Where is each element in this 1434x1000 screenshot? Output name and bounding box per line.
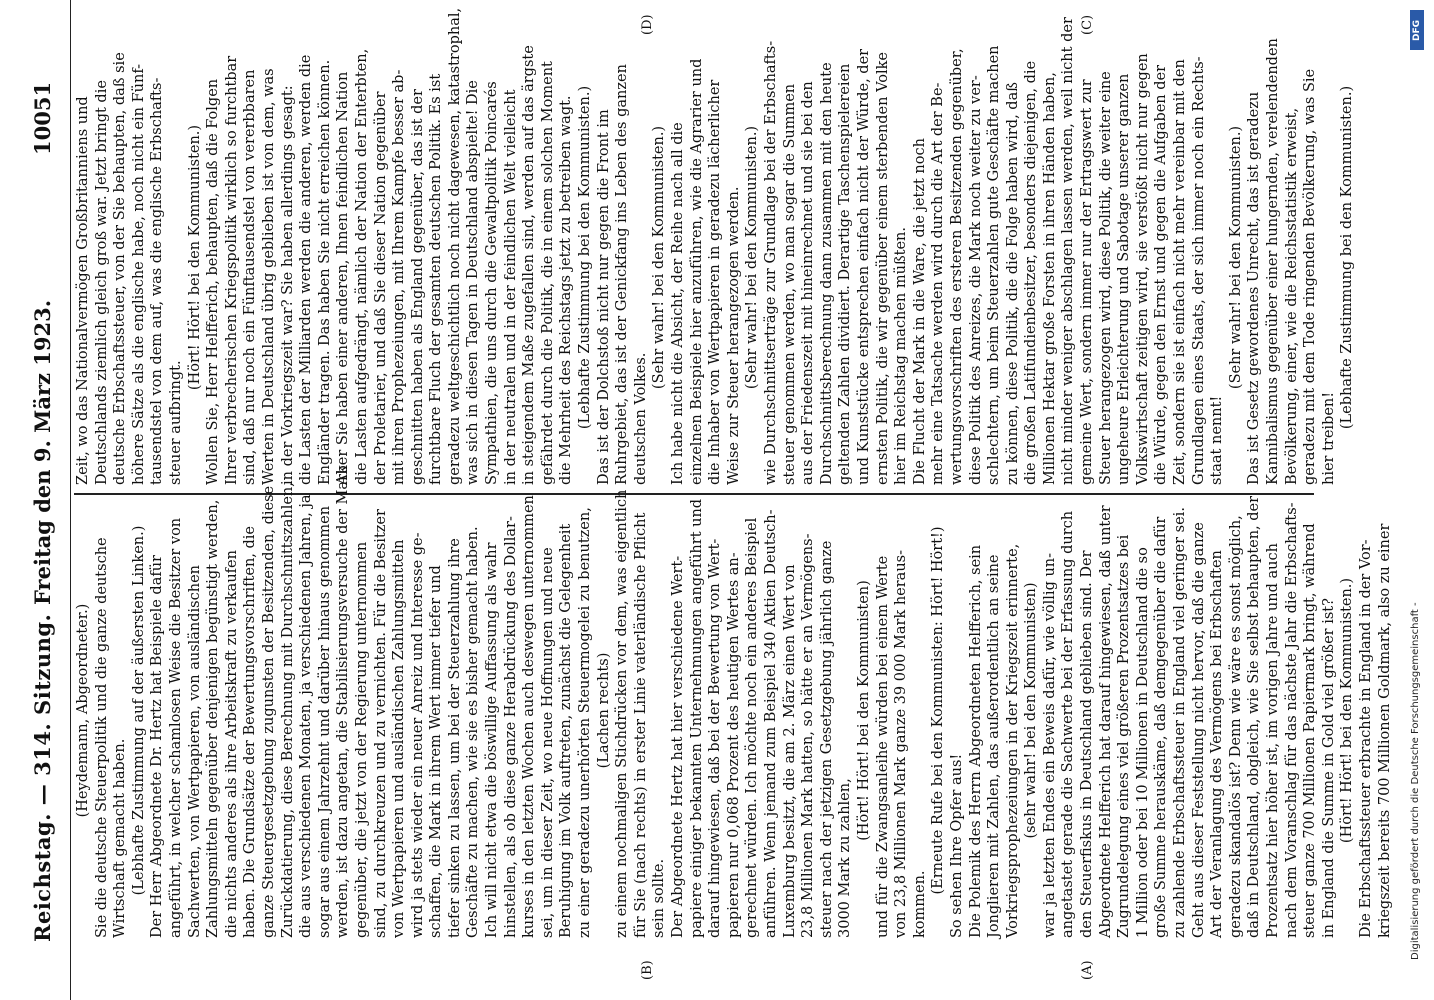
text-line: tausendstel von dem auf, was die englische Erbschafts- bbox=[149, 77, 166, 485]
text-line: (Sehr wahr! bei den Kommunisten.) bbox=[1227, 125, 1244, 390]
text-line: (Lebhafte Zustimmung bei den Kommunisten.) bbox=[577, 85, 594, 430]
text-line: Der Abgeordnete Hertz hat hier verschiedene Wert- bbox=[670, 555, 686, 938]
text-line: Werten in Deutschland übrig geblieben ist von dem, was bbox=[260, 68, 277, 485]
text-line: geschnitten haben als England gegenüber, das ist der bbox=[409, 89, 426, 485]
text-line: (Lachen rechts) bbox=[595, 652, 612, 769]
text-line: steuer nach der jetzigen Gesetzgebung jährlich ganze bbox=[818, 540, 835, 938]
text-line: die aus verschiedenen Monaten, ja verschiedenen Jahren, ja bbox=[298, 494, 315, 938]
text-line: Wollen Sie, Herr Helfferich, behaupten, daß die Folgen bbox=[205, 78, 222, 485]
text-line: von Wertpapieren und ausländischen Zahlungsmitteln bbox=[391, 539, 408, 938]
text-line: die Lasten aufgedrängt, nämlich der Nation der Enterbten, bbox=[353, 48, 370, 485]
text-line: hier treiben! bbox=[1320, 391, 1337, 485]
text-line: wird ja stets wieder ein neuer Anreiz und Interesse ge- bbox=[409, 532, 426, 938]
text-line: in England die Summe in Gold viel größer ist? bbox=[1320, 598, 1337, 938]
text-line: wertungsvorschriften des ersteren Besitzenden gegenüber, bbox=[948, 48, 965, 485]
text-line: (Hört! Hört! bei den Kommunisten.) bbox=[1339, 577, 1356, 844]
text-line: schaffen, die Mark in ihrem Wert immer tiefer und bbox=[428, 565, 445, 938]
text-line: Art der Veranlagung des Vermögens bei Erbschaften bbox=[1209, 550, 1226, 938]
text-line: zu zahlende Erbschaftssteuer in England viel geringer sei. bbox=[1172, 507, 1189, 938]
text-line: daß in Deutschland, obgleich, wie Sie selbst behaupten, der bbox=[1246, 495, 1263, 938]
text-line: gegenüber, die jetzt von der Regierung unternommen bbox=[353, 541, 370, 938]
text-line: die Würde, gegen den Ernst und gegen die Aufgaben der bbox=[1153, 64, 1170, 485]
text-line: papieren nur 0,068 Prozent des heutigen Wertes an- bbox=[725, 552, 742, 938]
text-line: sei, um in dieser Zeit, wo neue Hoffnungen und neue bbox=[539, 547, 556, 938]
text-line: deutsche Erbschaftssteuer, von der Sie behaupten, daß sie bbox=[112, 52, 129, 485]
page-number: 10051 bbox=[30, 81, 55, 155]
text-line: Geht aus dieser Feststellung nicht hervor, daß die ganze bbox=[1190, 522, 1207, 938]
text-line: Aber Sie haben einer anderen, Ihnen feindlichen Nation bbox=[335, 71, 352, 485]
text-line: der Proletarier, und daß Sie dieser Nation gegenüber bbox=[372, 91, 389, 485]
text-line: anführen. Wenn jemand zum Beispiel 340 Aktien Deutsch- bbox=[762, 509, 779, 938]
text-line: für Sie (nach rechts) in erster Linie vaterländische Pflicht bbox=[632, 512, 649, 938]
text-line: Zeit, wo das Nationalvermögen Großbritanniens und bbox=[75, 96, 91, 485]
text-line: kriegszeit bereits 700 Millionen Goldmark, also zu einer bbox=[1376, 523, 1393, 938]
text-line: Die Polemik des Herrn Abgeordneten Helfferich, sein bbox=[967, 544, 984, 938]
text-line: (Sehr wahr! bei den Kommunisten.) bbox=[651, 125, 668, 390]
text-line: steuer ganze 700 Millionen Papiermark bringt, während bbox=[1302, 523, 1319, 938]
text-line: (Hört! Hört! bei den Kommunisten) bbox=[855, 580, 872, 841]
text-line: staat nennt! bbox=[1209, 395, 1226, 485]
right-column bbox=[74, 7, 1356, 485]
text-line: (Lebhafte Zustimmung bei den Kommunisten.) bbox=[1339, 85, 1356, 430]
text-line: steuer aufbringt. bbox=[167, 360, 184, 485]
text-line: haben. Die Grundsätze der Bewertungsvorschriften, die bbox=[242, 525, 259, 938]
text-line: Das ist Gesetz gewordenes Unrecht, das ist geradezu bbox=[1246, 91, 1263, 485]
margin-marker-d: (D) bbox=[640, 14, 655, 35]
text-line: Zurückdatierung, diese Berechnung mit Durchschnittszahlen, bbox=[279, 482, 296, 938]
text-line: nach dem Voranschlag für das nächste Jahr die Erbschafts- bbox=[1283, 502, 1300, 938]
text-line: den Steuerfiskus in Deutschland geblieben sind. Der bbox=[1079, 550, 1096, 938]
text-line: Millionen Hektar große Forsten in ihren Händen haben, bbox=[1041, 72, 1058, 485]
text-line: Engländer tragen. Das haben Sie nicht erreichen können. bbox=[316, 59, 333, 485]
text-line: (sehr wahr! bei den Kommunisten) bbox=[1023, 582, 1040, 839]
text-line: sind, zu durchkreuzen und zu vernichten. Für die Besitzer bbox=[372, 509, 389, 938]
text-line: die Lasten der Milliarden werden die anderen, werden die bbox=[298, 54, 315, 485]
text-line: kurses in den letzten Wochen auch deswegen unternommen bbox=[521, 495, 538, 938]
text-line: Die Erbschaftssteuer erbrachte in England in der Vor- bbox=[1357, 539, 1374, 938]
text-line: was sich in diesen Tagen in Deutschland abspielte! Die bbox=[465, 80, 482, 485]
text-line: in der neutralen und in der feindlichen Welt vielleicht bbox=[502, 89, 519, 485]
text-line: papiere einiger bekannten Unternehmungen angeführt und bbox=[688, 498, 705, 938]
text-line: Die Flucht der Mark in die Ware, die jetzt noch bbox=[911, 138, 928, 485]
text-line: Grundlagen eines Staats, der sich immer noch ein Rechts- bbox=[1190, 56, 1207, 485]
text-line: Zeit, sondern sie ist einfach nicht mehr vereinbar mit den bbox=[1172, 59, 1189, 485]
text-line: war ja letzten Endes ein Beweis dafür, wie völlig un- bbox=[1041, 552, 1058, 938]
text-line: diese Politik des Anreizes, die Mark noch weiter zu ver- bbox=[967, 75, 984, 485]
text-line: einzelnen Beispiele hier anzuführen, wie die Agrarier und bbox=[688, 58, 705, 485]
text-line: schlechtern, um beim Steuerzahlen gute Geschäfte machen bbox=[986, 45, 1003, 485]
text-line: Abgeordnete Helfferich hat darauf hingewiesen, daß unter bbox=[1097, 505, 1114, 938]
text-line: zu einer geradezu unerhörten Steuermogelei zu benutzen, bbox=[577, 507, 594, 938]
text-line: geradezu skandalös ist? Denn wie wäre es sonst möglich, bbox=[1227, 515, 1244, 938]
text-line: von 23,8 Millionen Mark ganze 39 000 Mark heraus- bbox=[893, 549, 910, 938]
text-line: nicht minder weniger abschlagen lassen werden, weil nicht der bbox=[1060, 17, 1077, 485]
margin-marker-c: (C) bbox=[1080, 14, 1095, 35]
text-line: die nichts anderes als ihre Arbeitskraft zu verkaufen bbox=[223, 550, 240, 938]
text-line: gerechnet würden. Ich möchte noch ein anderes Beispiel bbox=[744, 517, 761, 938]
text-line: und für die Zwangsanleihe würden bei einem Werte bbox=[874, 555, 891, 938]
text-line: Weise zur Steuer herangezogen werden. bbox=[725, 186, 742, 485]
text-line: Der Herr Abgeordnete Dr. Hertz hat Beispiele dafür bbox=[149, 555, 166, 938]
text-line: Wirtschaft gemacht haben. bbox=[112, 738, 129, 938]
text-line: Deutschlands ziemlich gleich groß war. Jetzt bringt die bbox=[93, 80, 110, 485]
text-line: Sachwerten, von Wertpapieren, von ausländischen bbox=[186, 564, 203, 938]
text-line: geradezu mit dem Tode ringenden Bevölkerung, was Sie bbox=[1302, 68, 1319, 485]
text-line: sein sollte. bbox=[651, 858, 668, 938]
text-line: (Lebhafte Zustimmung auf der äußersten Linken.) bbox=[130, 525, 147, 896]
text-line: Kannibalismus gegenüber einer hungernden, verelendenden bbox=[1265, 38, 1281, 485]
text-line: zu können, diese Politik, die die Folge haben wird, daß bbox=[1004, 82, 1021, 485]
text-line: mehr eine Tatsache werden wird durch die Art der Be- bbox=[930, 82, 947, 485]
text-line: Jonglieren mit Zahlen, das außerordentlich an seine bbox=[986, 554, 1003, 938]
text-line: gemeine Wert, sondern immer nur der Ertragswert zur bbox=[1079, 79, 1096, 485]
text-line: Sympathien, die uns durch die Gewaltpolitik Poincarés bbox=[484, 81, 501, 485]
text-line: hinstellen, als ob diese ganze Herabdrückung des Dollar- bbox=[502, 516, 519, 938]
text-line: werden, ist dazu angetan, die Stabilisierungsversuche der Mark bbox=[335, 465, 352, 938]
text-line: Prozentsatz hier höher ist, im vorigen Jahre und auch bbox=[1265, 543, 1281, 938]
text-line: Durchschnittsberechnung dann zusammen mit den heute bbox=[818, 62, 835, 485]
text-line: ernsten Politik, die wir gegenüber einem sterbenden Volke bbox=[874, 52, 891, 485]
text-line: (Heydemann, Abgeordneter.) bbox=[75, 603, 91, 818]
text-line: steuer genommen werden, wo man sogar die Summen bbox=[781, 83, 798, 485]
text-line: aus der Friedenszeit mit hineinrechnet und sie bei den bbox=[800, 81, 817, 485]
text-line: 3000 Mark zu zahlen, bbox=[837, 778, 854, 938]
header-date: Freitag den 9. März 1923. bbox=[30, 299, 55, 605]
text-line: die Mehrheit des Reichstags jetzt zu betreiben wagt. bbox=[558, 95, 575, 485]
text-line: in steigendem Maße zugefallen sind, werden auf das ärgste bbox=[521, 45, 538, 485]
text-line: ganze Steuergesetzgebung zugunsten der Besitzenden, diese bbox=[260, 485, 277, 938]
text-line: geltenden Zahlen dividiert. Derartige Taschenspielereien bbox=[837, 63, 854, 485]
text-line: Ich habe nicht die Absicht, der Reihe nach all die bbox=[670, 122, 686, 485]
text-line: Geschäfte zu machen, wie sie es bisher gemacht haben. bbox=[465, 526, 482, 938]
text-line: zu einem nochmaligen Stichdrücken vor dem, was eigentlich bbox=[614, 489, 631, 938]
digitization-sidebar bbox=[1402, 0, 1434, 1000]
text-line: Ruhrgebiet, das ist der Genickfang ins Leben des ganzen bbox=[614, 64, 631, 485]
text-line: kommen. bbox=[911, 870, 928, 938]
text-line: in der Vorkriegszeit war? Sie haben allerdings gesagt: bbox=[279, 85, 296, 485]
text-line: furchtbare Fluch der gesamten deutschen Politik. Es ist bbox=[428, 73, 445, 485]
text-line: große Summe herauskäme, daß demgegenüber die dafür bbox=[1153, 516, 1170, 938]
margin-marker-a: (A) bbox=[1080, 960, 1095, 980]
dfg-logo: DFG bbox=[1410, 10, 1424, 50]
text-line: die Inhaber von Wertpapieren in geradezu lächerlicher bbox=[707, 79, 724, 485]
text-line: (Hört! Hört! bei den Kommunisten.) bbox=[186, 124, 203, 391]
header-session: Reichstag. — 314. Sitzung. bbox=[30, 613, 55, 942]
text-line: Zugrundelegung eines viel größeren Prozentsatzes bei bbox=[1116, 534, 1133, 938]
digitization-note: Digitalisierung gefördert durch die Deutsche Forschungsgemeinschaft - bbox=[1410, 602, 1421, 960]
text-line: So sehen Ihre Opfer aus! bbox=[948, 753, 965, 938]
text-line: angetastet gerade die Sachwerte bei der Erfassung durch bbox=[1060, 510, 1077, 938]
text-line: angeführt, in welcher schamlosen Weise die Besitzer von bbox=[167, 517, 184, 938]
text-line: wie Durchschnittserträge zur Grundlage bei der Erbschafts- bbox=[762, 40, 779, 485]
text-line: darauf hingewiesen, daß bei der Bewertung von Wert- bbox=[707, 538, 724, 938]
text-line: hier im Reichstag machen müßten. bbox=[893, 226, 910, 485]
text-line: mit ihren Prophezeiungen, mit Ihrem Kampfe besser ab- bbox=[391, 69, 408, 485]
page-header bbox=[0, 0, 71, 1000]
margin-marker-b: (B) bbox=[640, 960, 655, 980]
text-line: sind, daß nur noch ein Fünftausendstel von vererbbaren bbox=[242, 69, 259, 485]
text-line: Vorkriegsprophezeiungen in der Kriegszeit erinnerte, bbox=[1004, 543, 1021, 938]
text-line: 23,8 Millionen Mark hatten, so hätte er an Vermögens- bbox=[800, 533, 817, 938]
text-line: und Kunststücke entsprechen einfach nicht der Würde, der bbox=[855, 48, 872, 485]
left-column bbox=[74, 465, 1393, 938]
text-line: höhere Sätze als die englische habe, noch nicht ein Fünf- bbox=[130, 63, 147, 485]
text-line: Ich will nicht etwa die böswillige Auffassung als wahr bbox=[484, 542, 501, 938]
text-line: ungeheure Erleichterung und Sabotage unserer ganzen bbox=[1116, 73, 1133, 485]
text-line: Das ist der Dolchstoß nicht nur gegen die Front im bbox=[595, 109, 612, 485]
text-line: die großen Latifundienbesitzer, besonders diejenigen, die bbox=[1023, 60, 1040, 485]
text-line: Steuer herangezogen wird, diese Politik, die weiter eine bbox=[1097, 71, 1114, 485]
text-line: Bevölkerung, einer, wie die Reichsstatistik erweist, bbox=[1283, 107, 1300, 485]
text-line: Beruhigung im Volk auftreten, zunächst die Gelegenheit bbox=[558, 523, 575, 938]
text-line: Sie die deutsche Steuerpolitik und die ganze deutsche bbox=[93, 537, 110, 938]
text-line: sogar aus einem Jahrzehnt und darüber hinaus genommen bbox=[316, 505, 333, 938]
text-line: Zahlungsmitteln gegenüber denjenigen begünstigt werden, bbox=[205, 499, 222, 938]
text-line: deutschen Volkes. bbox=[632, 352, 649, 485]
text-line: geradezu weltgeschichtlich noch nicht dagewesen, katastrophal, bbox=[446, 7, 463, 485]
text-line: gefährdet durch die Politik, die in einem solchen Moment bbox=[539, 61, 556, 485]
text-line: Luxemburg besitzt, die am 2. März einen Wert von bbox=[781, 564, 798, 938]
text-line: 1 Million oder bei 10 Millionen in Deutschland die so bbox=[1134, 547, 1151, 938]
text-line: (Sehr wahr! bei den Kommunisten.) bbox=[744, 125, 761, 390]
text-line: Ihrer verbrecherischen Kriegspolitik wirklich so furchtbar bbox=[223, 55, 240, 485]
text-line: (Erneute Rufe bei den Kommunisten: Hört! Hört!) bbox=[930, 526, 947, 895]
text-line: Volkswirtschaft zeitigen wird, sie verstößt nicht nur gegen bbox=[1134, 53, 1151, 485]
text-line: tiefer sinken zu lassen, um bei der Steuerzahlung ihre bbox=[446, 538, 463, 938]
